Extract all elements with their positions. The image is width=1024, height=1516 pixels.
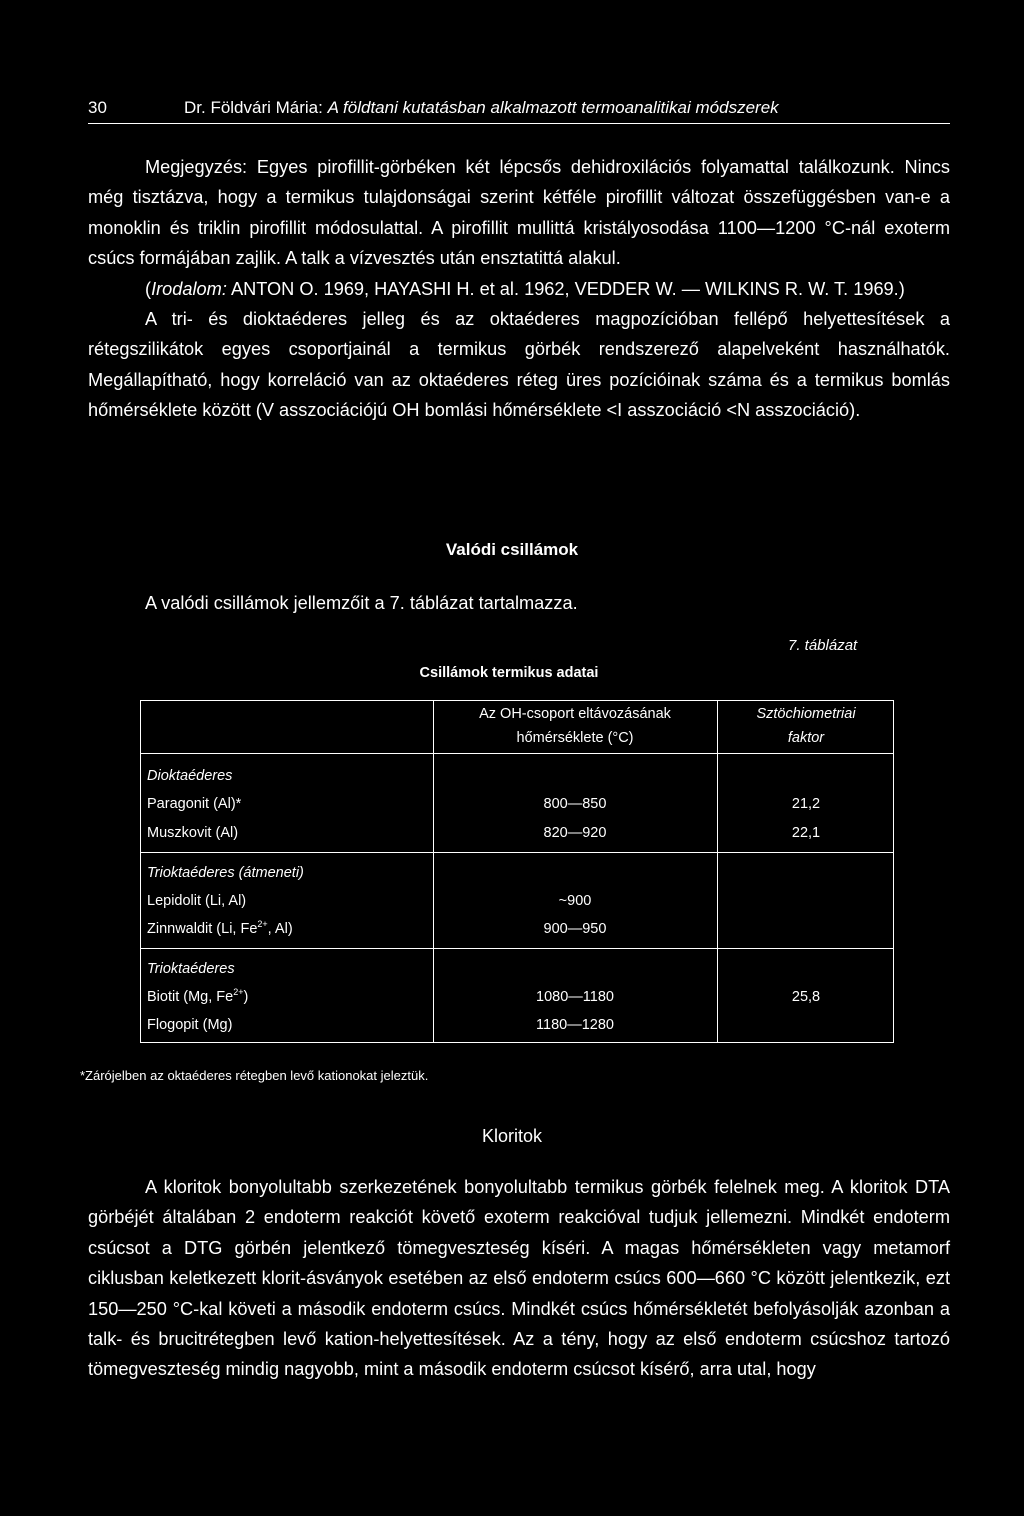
chlorites-text-block <box>88 1172 950 1385</box>
note-text: Egyes pirofillit-görbéken két lépcsős dehidroxilációs folyamattal találkozunk. Nincs még tisztázva, hogy a termikus tulajdonságai szerint kétféle pirofillit változat összefüggésben van-e a monoklin és triklin pirofillit módosulattal. A pirofillit mullittá kristályosodása 1100—1200 °C-nál exoterm csúcs formájában zajlik. A talk a vízvesztés után ensztatittá alakul. <box>88 157 950 269</box>
section-heading-chlorites: Kloritok <box>481 1126 543 1146</box>
col2-header-line2: hőmérséklete (°C) <box>516 730 634 746</box>
table-footnote: *Zárójelben az oktaéderes rétegben levő kationokat jeleztük. <box>80 1068 429 1083</box>
group-divider-2 <box>141 948 893 949</box>
association-paragraph: A tri- és dioktaéderes jelleg és az oktaéderes magpozícióban fellépő helyettesítések a rétegszilikátok egyes csoportjainál a termikus görbék rendszerező alapelveként használhatók. Megállapítható, hogy korreláció van az oktaéderes réteg üres pozícióinak száma és a termikus bomlás hőmérséklete között (V asszociációjú OH bomlási hőmérséklete <I asszociáció <N asszociáció). <box>88 309 950 421</box>
col2-header-line1: Az OH-csoport eltávozásának <box>479 706 671 722</box>
group-name-trioctahedral-transitional: Trioktaéderes (átmeneti) <box>147 865 304 881</box>
author-name: Dr. Földvári Mária: <box>184 98 323 117</box>
table-caption: Csillámok termikus adatai <box>419 665 599 681</box>
group-divider-1 <box>141 852 893 853</box>
page-number: 30 <box>88 98 107 117</box>
col3-header-line2: faktor <box>787 730 825 746</box>
temperature-cell: 1180—1280 <box>536 1017 614 1033</box>
group-name-trioctahedral: Trioktaéderes <box>147 961 235 977</box>
mineral-name: Biotit (Mg, $Fe^{2+}$) <box>147 987 249 1005</box>
col3-header-line1: Sztöchiometriai <box>756 706 856 722</box>
header-rule <box>88 123 950 124</box>
temperature-cell: 1080—1180 <box>536 989 614 1005</box>
factor-cell: 21,2 <box>791 796 821 812</box>
mica-table <box>140 700 894 1043</box>
note-label: Megjegyzés: <box>145 157 248 177</box>
book-title: A földtani kutatásban alkalmazott termoanalitikai módszerek <box>327 98 779 117</box>
temperature-cell: 820—920 <box>543 825 607 841</box>
note-paragraph <box>88 152 950 274</box>
factor-cell: 22,1 <box>791 825 821 841</box>
section-heading-micas: Valódi csillámok <box>445 540 579 559</box>
table-number: 7. táblázat <box>788 637 858 654</box>
temperature-cell: 800—850 <box>543 796 607 812</box>
mineral-name: Muszkovit (Al) <box>147 825 239 841</box>
group-name-dioctahedral: Dioktaéderes <box>147 768 233 784</box>
literature-text: ANTON O. 1969, HAYASHI H. et al. 1962, VEDDER W. — WILKINS R. W. T. 1969.) <box>230 278 905 299</box>
micas-intro <box>88 588 950 618</box>
micas-intro-text: A valódi csillámok jellemzőit a 7. táblázat tartalmazza. <box>145 593 578 613</box>
temperature-cell: ~900 <box>558 893 592 909</box>
header-divider <box>141 753 893 754</box>
mineral-name: Zinnwaldit (Li, $Fe^{2+}$, Al) <box>147 919 293 937</box>
literature-paragraph: (Irodalom: ANTON O. 1969, HAYASHI H. et al. 1962, VEDDER W. — WILKINS R. W. T. 1969.) <box>145 278 905 299</box>
mineral-name: Lepidolit (Li, Al) <box>147 893 247 909</box>
temperature-cell: 900—950 <box>543 921 607 937</box>
literature-label: Irodalom: <box>151 278 227 299</box>
mineral-name: Paragonit (Al)* <box>147 796 242 812</box>
running-title <box>184 98 779 118</box>
top-text-block <box>88 152 950 426</box>
mineral-name: Flogopit (Mg) <box>147 1017 233 1033</box>
factor-cell: 25,8 <box>791 989 821 1005</box>
chlorites-paragraph: A kloritok bonyolultabb szerkezetének bonyolultabb termikus görbék felelnek meg. A kloritok DTA görbéjét általában 2 endoterm reakciót követő exoterm reakcióval tudjuk jellemezni. Mindkét endoterm csúcsot a DTG görbén jelentkező tömegveszteség kíséri. A magas hőmérsékleten vagy metamorf ciklusban keletkezett klorit-ásványok esetében az első endoterm csúcs 600—660 °C között jelentkezik, ezt 150—250 °C-kal követi a második endoterm csúcs. Mindkét csúcs hőmérsékletét befolyásolják azonban a talk- és brucitrétegben levő kation-helyettesítések. Az a tény, hogy az első endoterm csúcshoz tartozó tömegveszteség mindig nagyobb, mint a második endoterm csúcsot kísérő, arra utal, hogy <box>88 1177 950 1380</box>
